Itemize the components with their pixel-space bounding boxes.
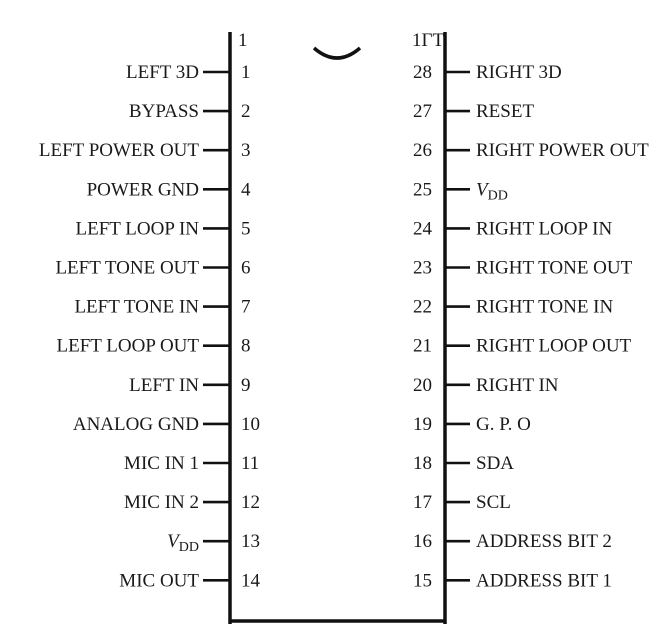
right-pin-label: SDA: [476, 453, 515, 474]
right-pin-label: ADDRESS BIT 1: [476, 570, 612, 592]
right-pin-number: 17: [413, 492, 432, 514]
right-pin-label: RIGHT LOOP IN: [476, 218, 613, 240]
right-pin-number: 24: [413, 218, 432, 240]
right-pin-label: $V_{DD}$: [476, 179, 508, 204]
right-pin-number: 21: [413, 335, 432, 357]
right-pin-label: RIGHT TONE IN: [476, 296, 614, 318]
right-pin-number: 25: [413, 179, 432, 201]
left-pin-number: 12: [241, 492, 260, 514]
right-pin-number: 18: [413, 453, 432, 474]
right-pin-number: 22: [413, 296, 432, 318]
right-pin-number: 20: [413, 374, 432, 396]
right-pin-number: 15: [413, 570, 432, 592]
left-pin-number: 6: [241, 257, 251, 279]
left-pin-label: LEFT IN: [129, 374, 199, 396]
left-pin-label: LEFT LOOP OUT: [56, 335, 199, 357]
left-pin-label: LEFT TONE IN: [74, 296, 199, 318]
left-pin-label: BYPASS: [128, 101, 199, 123]
left-pin-number: 11: [241, 453, 260, 474]
pin-group: [39, 62, 649, 591]
left-pin-label: LEFT LOOP IN: [75, 218, 199, 240]
left-pin-label: ANALOG GND: [72, 413, 199, 435]
right-pin-label: RIGHT TONE OUT: [476, 257, 633, 279]
left-pin-number: 14: [241, 570, 260, 592]
left-pin-label: LEFT 3D: [125, 62, 199, 83]
right-pin-number: 27: [413, 101, 432, 123]
left-pin-number: 10: [241, 413, 260, 435]
right-pin-label: RIGHT LOOP OUT: [476, 335, 632, 357]
left-pin-label: MIC OUT: [119, 570, 199, 592]
left-pin-label: MIC IN 2: [124, 492, 199, 514]
left-pin-label: LEFT POWER OUT: [38, 140, 199, 162]
left-pin-number: 5: [241, 218, 251, 240]
right-pin-label: RIGHT IN: [476, 374, 559, 396]
left-pin-number: 3: [241, 140, 251, 162]
left-pin-number: 8: [241, 335, 251, 357]
right-pin-number: 19: [413, 413, 432, 435]
left-pin-label: $V_{DD}$: [167, 531, 199, 556]
left-pin-number: 1: [241, 62, 251, 83]
left-pin-number: 2: [241, 101, 251, 123]
right-pin-number: 26: [413, 140, 432, 162]
left-pin-label: LEFT TONE OUT: [55, 257, 199, 279]
top-mark-right: 1ΓT: [412, 30, 445, 51]
left-pin-number: 9: [241, 374, 251, 396]
right-pin-label: G. P. O: [476, 413, 531, 435]
left-pin-label: MIC IN 1: [124, 453, 199, 474]
left-pin-number: 4: [241, 179, 251, 201]
right-pin-number: 23: [413, 257, 432, 279]
left-pin-label: POWER GND: [86, 179, 199, 201]
right-pin-number: 28: [413, 62, 432, 83]
right-pin-label: SCL: [476, 492, 511, 514]
right-pin-label: ADDRESS BIT 2: [476, 531, 612, 553]
right-pin-number: 16: [413, 531, 432, 553]
right-pin-label: RIGHT 3D: [476, 62, 562, 83]
chip-notch: [314, 48, 360, 58]
left-pin-number: 7: [241, 296, 251, 318]
right-pin-label: RIGHT POWER OUT: [476, 140, 649, 162]
right-pin-label: RESET: [476, 101, 535, 123]
top-mark-left: 1: [238, 30, 248, 51]
left-pin-number: 13: [241, 531, 260, 553]
